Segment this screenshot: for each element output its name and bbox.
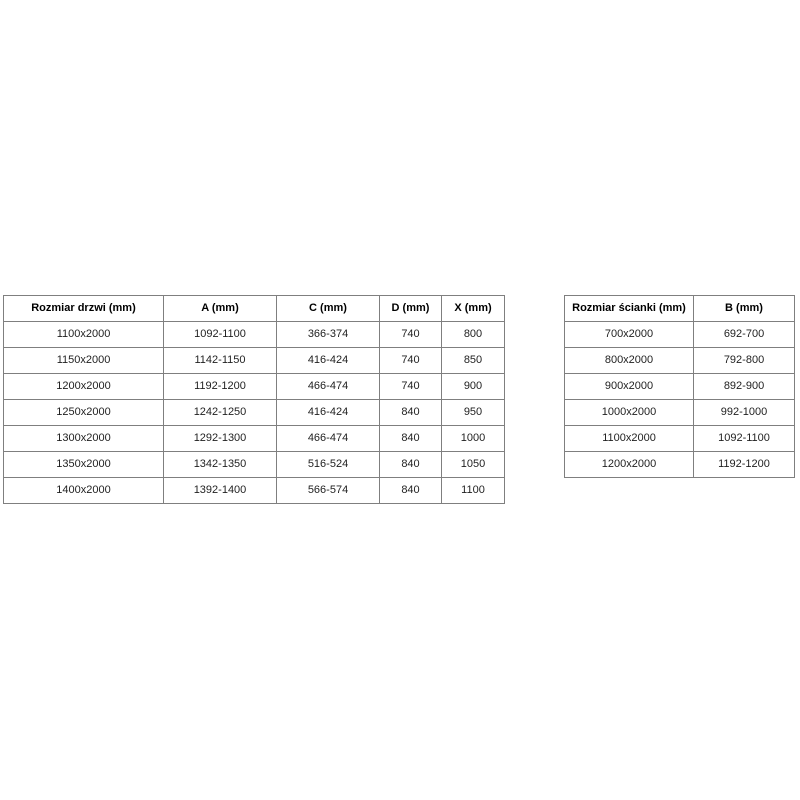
table-row [4, 348, 505, 374]
table-cell: 1250x2000 [4, 400, 164, 426]
table-cell: 1150x2000 [4, 348, 164, 374]
table-cell: 1142-1150 [164, 348, 277, 374]
table-cell: 1000 [442, 426, 505, 452]
table-row [4, 426, 505, 452]
table-cell: 840 [380, 400, 442, 426]
table-cell: 416-424 [277, 348, 380, 374]
table-cell: 1092-1100 [164, 322, 277, 348]
table-cell: 466-474 [277, 426, 380, 452]
column-header: Rozmiar ścianki (mm) [565, 296, 694, 322]
table-row [565, 400, 795, 426]
table-cell: 850 [442, 348, 505, 374]
table-cell: 1400x2000 [4, 478, 164, 504]
table-cell: 1300x2000 [4, 426, 164, 452]
table-cell: 692-700 [694, 322, 795, 348]
table-cell: 900 [442, 374, 505, 400]
table-cell: 1292-1300 [164, 426, 277, 452]
table-row [4, 452, 505, 478]
table-cell: 1392-1400 [164, 478, 277, 504]
table-cell: 1100x2000 [4, 322, 164, 348]
column-header: B (mm) [694, 296, 795, 322]
column-header: Rozmiar drzwi (mm) [4, 296, 164, 322]
table-cell: 740 [380, 348, 442, 374]
table-row [4, 374, 505, 400]
door-size-table [3, 295, 505, 504]
table-row [4, 478, 505, 504]
table-cell: 1100x2000 [565, 426, 694, 452]
table-cell: 1342-1350 [164, 452, 277, 478]
table-cell: 1200x2000 [565, 452, 694, 478]
table-cell: 840 [380, 426, 442, 452]
table-cell: 1050 [442, 452, 505, 478]
header-row [565, 296, 795, 322]
table-row [565, 348, 795, 374]
table-cell: 416-424 [277, 400, 380, 426]
table-cell: 1100 [442, 478, 505, 504]
table-cell: 800x2000 [565, 348, 694, 374]
table-cell: 792-800 [694, 348, 795, 374]
table-cell: 950 [442, 400, 505, 426]
table-cell: 800 [442, 322, 505, 348]
table-row [565, 374, 795, 400]
table-cell: 516-524 [277, 452, 380, 478]
table-cell: 366-374 [277, 322, 380, 348]
table-cell: 1192-1200 [694, 452, 795, 478]
table-row [4, 322, 505, 348]
table-cell: 466-474 [277, 374, 380, 400]
table-cell: 1092-1100 [694, 426, 795, 452]
table-cell: 1350x2000 [4, 452, 164, 478]
table-cell: 740 [380, 322, 442, 348]
table-cell: 1000x2000 [565, 400, 694, 426]
header-row [4, 296, 505, 322]
table-row [565, 452, 795, 478]
wall-size-table [564, 295, 795, 478]
table-cell: 1242-1250 [164, 400, 277, 426]
table-cell: 892-900 [694, 374, 795, 400]
table-cell: 1192-1200 [164, 374, 277, 400]
column-header: C (mm) [277, 296, 380, 322]
table-row [4, 400, 505, 426]
column-header: X (mm) [442, 296, 505, 322]
table-cell: 992-1000 [694, 400, 795, 426]
column-header: D (mm) [380, 296, 442, 322]
table-cell: 740 [380, 374, 442, 400]
table-cell: 840 [380, 452, 442, 478]
table-cell: 1200x2000 [4, 374, 164, 400]
table-cell: 700x2000 [565, 322, 694, 348]
column-header: A (mm) [164, 296, 277, 322]
table-cell: 900x2000 [565, 374, 694, 400]
table-row [565, 426, 795, 452]
table-cell: 566-574 [277, 478, 380, 504]
table-row [565, 322, 795, 348]
table-cell: 840 [380, 478, 442, 504]
